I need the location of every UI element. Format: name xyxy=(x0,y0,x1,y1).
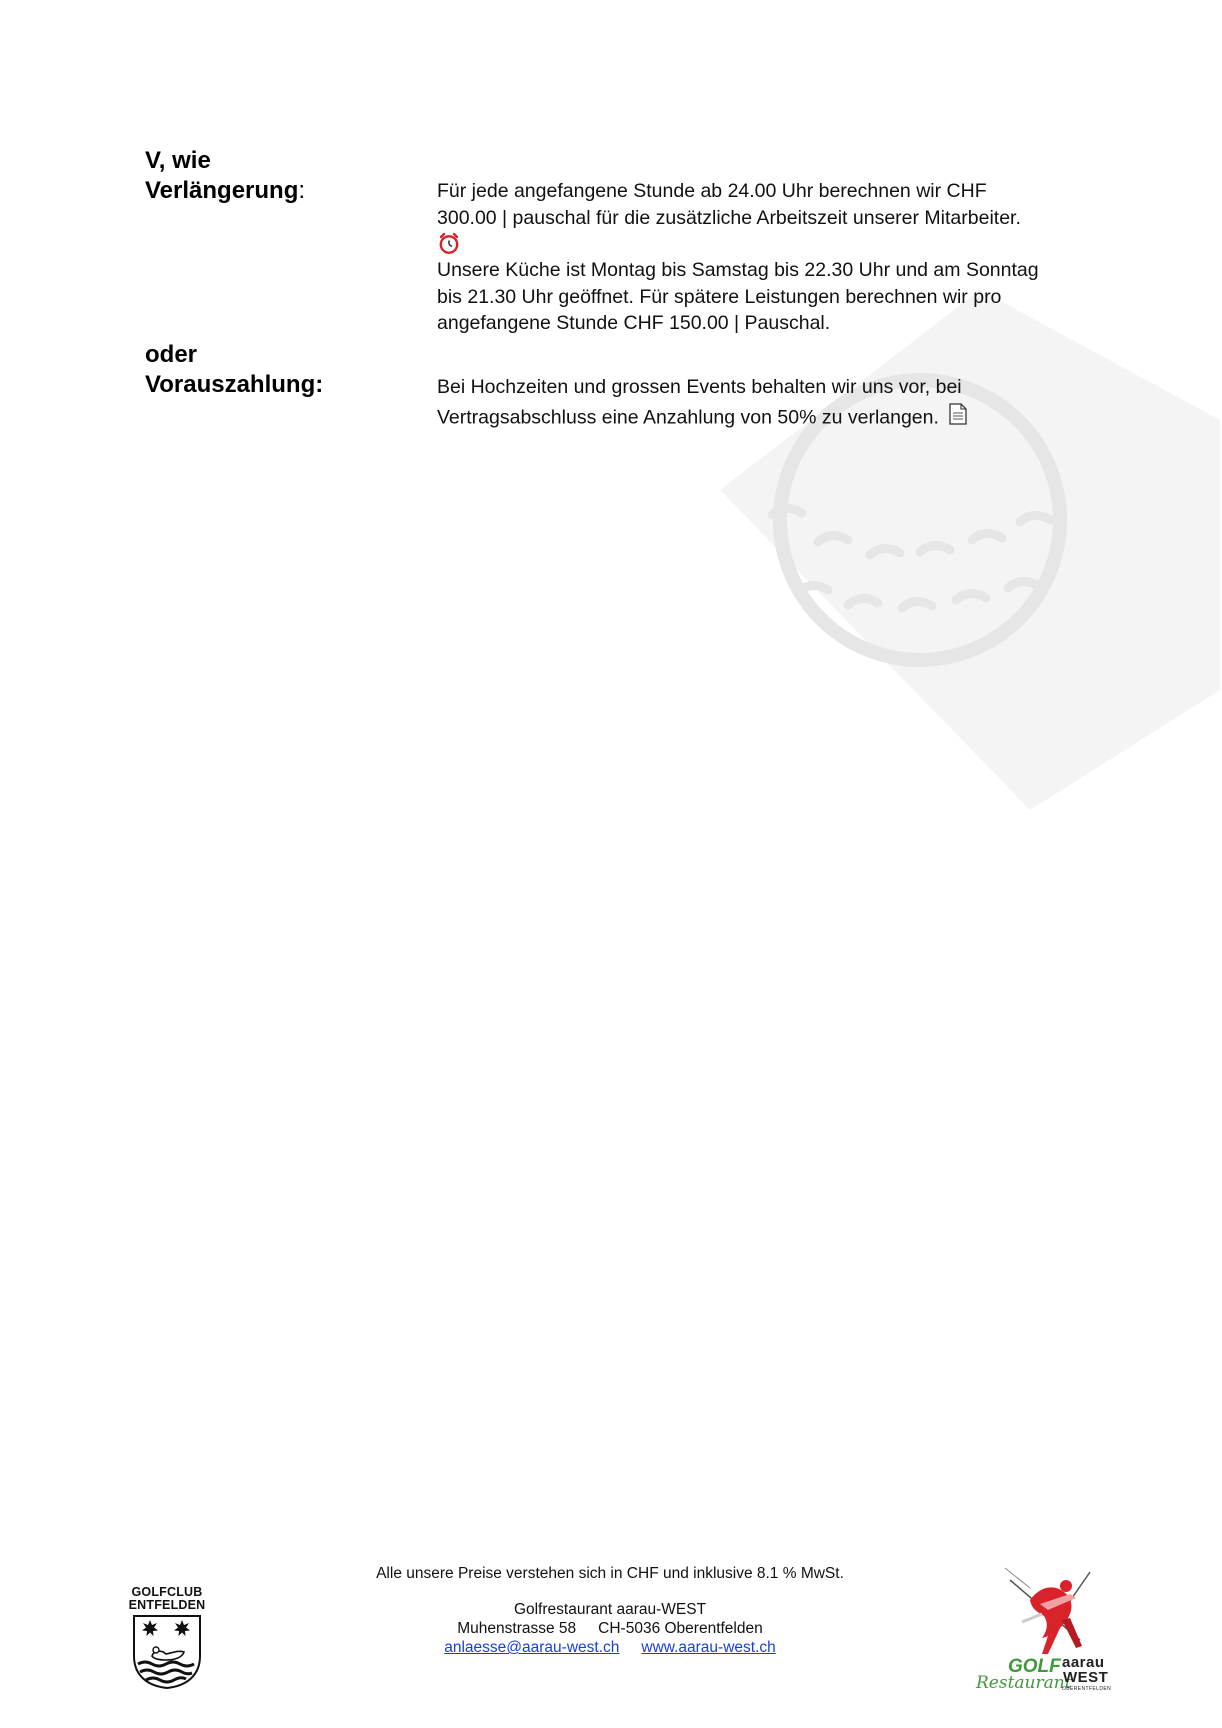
text-line xyxy=(437,402,1077,435)
heading-v-wie: V, wie xyxy=(145,147,211,174)
contact-links xyxy=(300,1638,920,1657)
text-line-content: Vertragsabschluss eine Anzahlung von 50% zu verlangen. xyxy=(437,406,939,429)
logo-text-golfclub: GOLFCLUB xyxy=(131,1585,203,1599)
city: CH-5036 Oberentfelden xyxy=(598,1620,763,1637)
heading-verlaengerung xyxy=(145,176,305,206)
text-line: Für jede angefangene Stunde ab 24.00 Uhr berechnen wir CHF xyxy=(437,180,987,202)
text-line: angefangene Stunde CHF 150.00 | Pauschal. xyxy=(437,312,831,334)
alarm-icon-row xyxy=(437,231,1077,257)
document-icon xyxy=(948,402,968,435)
heading-oder: oder xyxy=(145,341,198,368)
heading-vorauszahlung: Vorauszahlung: xyxy=(145,371,324,398)
vat-note: Alle unsere Preise verstehen sich in CHF und inklusive 8.1 % MwSt. xyxy=(376,1565,844,1582)
logo-text-entfelden: ENTFELDEN xyxy=(128,1598,206,1612)
text-line: Bei Hochzeiten und grossen Events behalten wir uns vor, bei xyxy=(437,376,962,398)
heading-colon: : xyxy=(298,177,306,204)
address-line xyxy=(300,1619,920,1638)
golfer-figure-icon xyxy=(970,1560,1130,1660)
logo-text-aarau: aarau xyxy=(1062,1654,1105,1671)
website-link[interactable]: www.aarau-west.ch xyxy=(641,1639,776,1656)
logo-text-golf: GOLF xyxy=(1008,1656,1061,1677)
text-line: Unsere Küche ist Montag bis Samstag bis 22.30 Uhr und am Sonntag xyxy=(437,259,1039,281)
coat-of-arms-icon xyxy=(126,1612,208,1690)
logo-text-oberentfelden: OBERENTFELDEN xyxy=(1062,1686,1112,1692)
golfrestaurant-aarau-west-logo xyxy=(970,1560,1130,1696)
golf-ball-watermark xyxy=(720,290,1220,810)
text-line: bis 21.30 Uhr geöffnet. Für spätere Leistungen berechnen wir pro xyxy=(437,285,1002,308)
email-link[interactable]: anlaesse@aarau-west.ch xyxy=(444,1639,620,1656)
verlaengerung-paragraph xyxy=(437,178,1077,337)
golfclub-entfelden-logo xyxy=(126,1586,208,1692)
text-line: 300.00 | pauschal für die zusätzliche Arbeitszeit unserer Mitarbeiter. xyxy=(437,206,1021,229)
logo-text-west: WEST xyxy=(1063,1669,1109,1686)
heading-verlaengerung-text: Verlängerung xyxy=(145,177,299,204)
logo-text-restaurant: Restaurant xyxy=(976,1673,1072,1693)
vorauszahlung-paragraph xyxy=(437,373,1077,435)
company-name: Golfrestaurant aarau-WEST xyxy=(513,1601,707,1618)
street: Muhenstrasse 58 xyxy=(457,1620,577,1637)
